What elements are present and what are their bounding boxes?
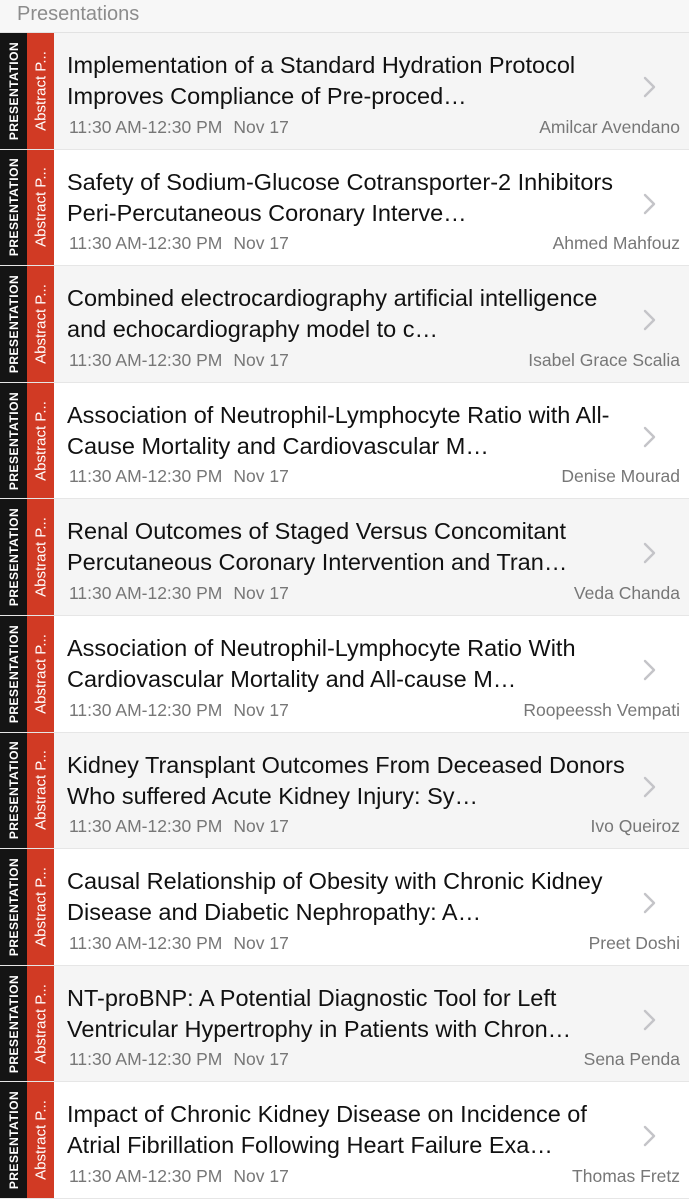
presentation-author: Amilcar Avendano [539, 116, 680, 137]
list-item-content [54, 616, 689, 732]
chevron-right-icon [637, 425, 661, 449]
presentation-time: 11:30 AM-12:30 PM [69, 233, 223, 254]
presentation-author: Sena Penda [583, 1049, 680, 1070]
list-item-content [54, 150, 689, 266]
presentation-date: Nov 17 [233, 349, 289, 370]
list-item-content [54, 266, 689, 382]
category-tag [27, 849, 54, 965]
category-tag-label: Abstract P... [32, 167, 49, 248]
presentation-time: 11:30 AM-12:30 PM [69, 1165, 223, 1186]
chevron-right-icon [637, 775, 661, 799]
presentation-author: Veda Chanda [573, 582, 680, 603]
type-tag [0, 733, 27, 849]
chevron-right-icon [637, 308, 661, 332]
presentation-meta [69, 1049, 680, 1069]
list-item[interactable] [0, 499, 689, 616]
presentation-list [0, 33, 689, 1199]
list-item-content [54, 33, 689, 149]
chevron-right-icon [637, 1124, 661, 1148]
type-tag [0, 849, 27, 965]
category-tag [27, 383, 54, 499]
list-item-content [54, 733, 689, 849]
category-tag-label: Abstract P... [32, 983, 49, 1064]
presentation-author: Roopeessh Vempati [523, 699, 680, 720]
type-tag-label: PRESENTATION [6, 391, 21, 490]
presentation-time: 11:30 AM-12:30 PM [69, 816, 223, 837]
list-item-content [54, 1082, 689, 1198]
presentation-title: Implementation of a Standard Hydration Protocol Improves Compliance of Pre-proced… [67, 52, 576, 109]
presentation-author: Isabel Grace Scalia [528, 349, 680, 370]
type-tag [0, 966, 27, 1082]
presentation-meta [69, 466, 680, 486]
category-tag [27, 1082, 54, 1198]
type-tag-label: PRESENTATION [6, 274, 21, 374]
presentation-time: 11:30 AM-12:30 PM [69, 582, 223, 603]
category-tag [27, 33, 54, 149]
presentation-time: 11:30 AM-12:30 PM [69, 699, 223, 720]
category-tag-label: Abstract P... [32, 284, 49, 364]
presentation-time: 11:30 AM-12:30 PM [69, 1049, 223, 1070]
chevron-right-icon [637, 75, 661, 99]
list-item-content [54, 499, 689, 615]
presentation-date: Nov 17 [233, 816, 289, 837]
chevron-right-icon [637, 192, 661, 216]
presentation-meta [69, 700, 680, 720]
presentation-title: Causal Relationship of Obesity with Chronic Kidney Disease and Diabetic Nephropathy: A… [67, 868, 603, 926]
presentation-title: NT-proBNP: A Potential Diagnostic Tool for Left Ventricular Hypertrophy in Patients with Chron… [67, 984, 572, 1042]
presentation-meta [69, 233, 680, 253]
chevron-right-icon [637, 541, 661, 565]
type-tag [0, 150, 27, 266]
presentation-author: Denise Mourad [561, 466, 680, 487]
presentation-meta [69, 350, 680, 370]
category-tag-label: Abstract P... [32, 867, 49, 947]
list-item[interactable] [0, 616, 689, 733]
type-tag [0, 383, 27, 499]
presentation-meta [69, 933, 680, 953]
category-tag-label: Abstract P... [32, 517, 49, 598]
category-tag [27, 150, 54, 266]
presentation-author: Ivo Queiroz [590, 816, 680, 837]
category-tag [27, 733, 54, 849]
list-item[interactable] [0, 33, 689, 150]
presentation-date: Nov 17 [233, 1165, 289, 1186]
list-item[interactable] [0, 150, 689, 267]
presentation-date: Nov 17 [233, 116, 289, 137]
presentation-title: Combined electrocardiography artificial intelligence and echocardiography model to c… [67, 285, 598, 343]
presentation-date: Nov 17 [233, 466, 289, 487]
presentation-meta [69, 117, 680, 137]
type-tag-label: PRESENTATION [6, 624, 21, 723]
presentation-title: Association of Neutrophil-Lymphocyte Ratio With Cardiovascular Mortality and All-cause M… [67, 634, 576, 692]
list-item[interactable] [0, 733, 689, 850]
category-tag [27, 616, 54, 732]
presentation-title: Impact of Chronic Kidney Disease on Incidence of Atrial Fibrillation Following Heart Failure Exa… [67, 1101, 587, 1159]
presentation-time: 11:30 AM-12:30 PM [69, 466, 223, 487]
type-tag-label: PRESENTATION [6, 41, 21, 140]
category-tag-label: Abstract P... [32, 400, 49, 481]
presentation-title: Kidney Transplant Outcomes From Deceased Donors Who suffered Acute Kidney Injury: Sy… [67, 751, 625, 809]
presentation-date: Nov 17 [233, 1049, 289, 1070]
type-tag-label: PRESENTATION [6, 741, 21, 840]
section-title: Presentations [17, 3, 140, 25]
presentation-meta [69, 816, 680, 836]
presentation-time: 11:30 AM-12:30 PM [69, 932, 223, 953]
list-item[interactable] [0, 849, 689, 966]
list-item[interactable] [0, 1082, 689, 1199]
category-tag-label: Abstract P... [32, 750, 49, 831]
list-item[interactable] [0, 266, 689, 383]
type-tag-label: PRESENTATION [6, 857, 21, 957]
list-item-content [54, 966, 689, 1082]
list-item[interactable] [0, 966, 689, 1083]
chevron-right-icon [637, 891, 661, 915]
type-tag [0, 33, 27, 149]
type-tag-label: PRESENTATION [6, 158, 21, 257]
presentation-date: Nov 17 [233, 699, 289, 720]
type-tag [0, 499, 27, 615]
category-tag [27, 499, 54, 615]
presentation-author: Thomas Fretz [572, 1165, 680, 1186]
presentation-author: Preet Doshi [588, 932, 680, 953]
chevron-right-icon [637, 658, 661, 682]
category-tag-label: Abstract P... [32, 50, 49, 131]
presentation-title: Safety of Sodium-Glucose Cotransporter-2 Inhibitors Peri-Percutaneous Coronary Interve… [67, 168, 613, 226]
presentation-author: Ahmed Mahfouz [552, 233, 680, 254]
section-header [0, 0, 689, 33]
presentation-time: 11:30 AM-12:30 PM [69, 116, 223, 137]
category-tag [27, 966, 54, 1082]
type-tag-label: PRESENTATION [6, 508, 21, 607]
presentation-meta [69, 1166, 680, 1186]
list-item-content [54, 849, 689, 965]
chevron-right-icon [637, 1008, 661, 1032]
type-tag-label: PRESENTATION [6, 974, 21, 1073]
category-tag-label: Abstract P... [32, 633, 49, 714]
presentation-time: 11:30 AM-12:30 PM [69, 349, 223, 370]
presentation-date: Nov 17 [233, 582, 289, 603]
list-item[interactable] [0, 383, 689, 500]
presentation-title: Renal Outcomes of Staged Versus Concomitant Percutaneous Coronary Intervention and Tran… [67, 518, 568, 576]
type-tag [0, 616, 27, 732]
presentation-meta [69, 583, 680, 603]
type-tag-label: PRESENTATION [6, 1091, 21, 1190]
presentation-title: Association of Neutrophil-Lymphocyte Ratio with All-Cause Mortality and Cardiovascular M… [67, 401, 610, 459]
presentation-date: Nov 17 [233, 932, 289, 953]
presentation-date: Nov 17 [233, 233, 289, 254]
type-tag [0, 266, 27, 382]
category-tag [27, 266, 54, 382]
type-tag [0, 1082, 27, 1198]
category-tag-label: Abstract P... [32, 1100, 49, 1181]
list-item-content [54, 383, 689, 499]
